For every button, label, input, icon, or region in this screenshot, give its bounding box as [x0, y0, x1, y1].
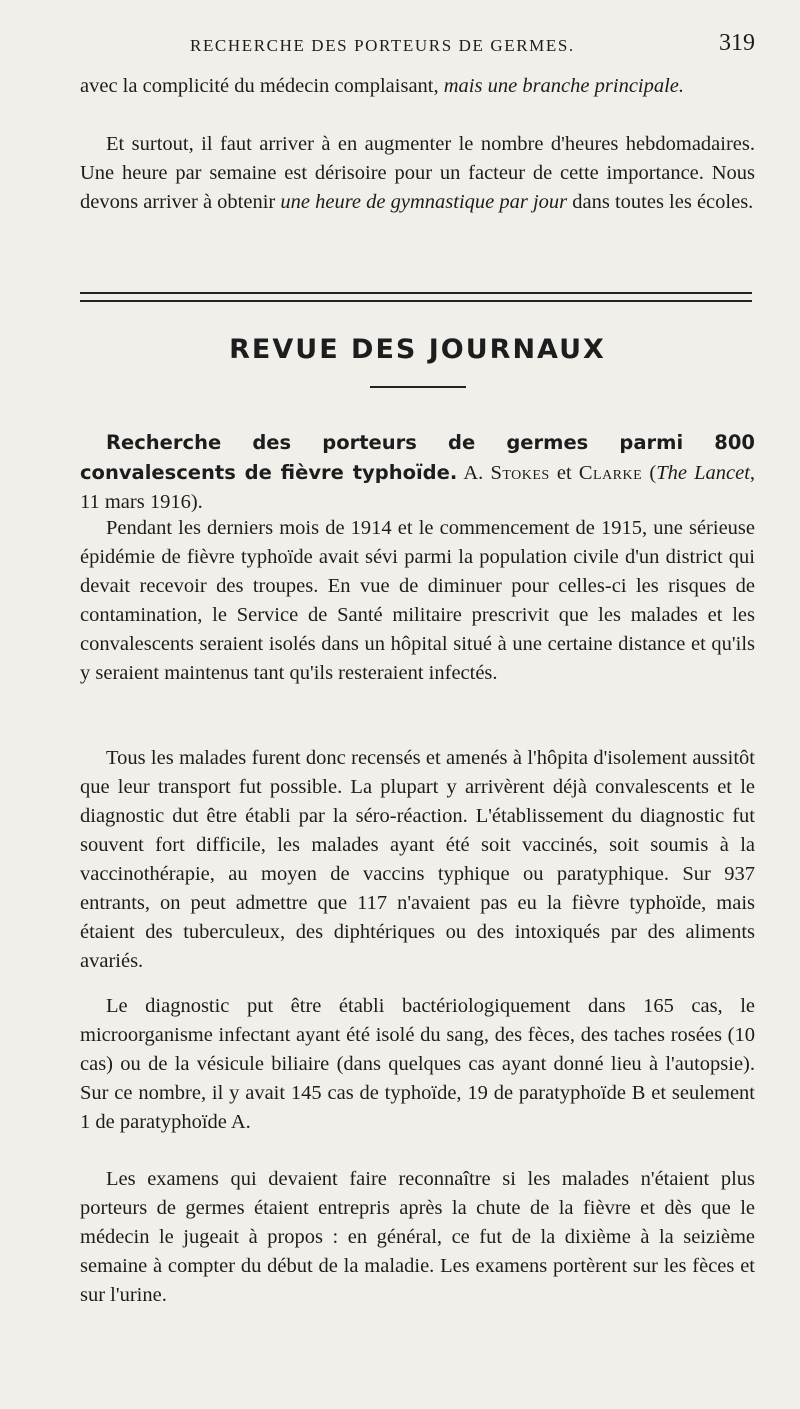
article-paragraph-1 [80, 514, 755, 688]
author-stokes: Stokes [490, 462, 550, 484]
carryover-paragraph-1 [80, 72, 755, 101]
paragraph-text: Les examens qui devaient faire reconnaître si les malades n'étaient plus porteurs de germes étaient entrepris après la chute de la fièvre et dès que le médecin le jugeait à propos : en général, ce fut de la dixième à la seizième semaine à compter du début de la maladie. Les examens portèrent sur les fèces et sur l'urine. [80, 1168, 755, 1306]
carryover-paragraph-2 [80, 130, 755, 217]
section-title: REVUE DES JOURNAUX [229, 334, 606, 365]
carryover-text-after: dans toutes les écoles. [567, 191, 754, 213]
running-head [80, 30, 755, 64]
paragraph-text: Le diagnostic put être établi bactériologiquement dans 165 cas, le microorganisme infectant ayant été isolé du sang, des fèces, des taches rosées (10 cas) ou de la vésicule biliaire (dans quelques cas ayant donné lieu à l'autopsie). Sur ce nombre, il y avait 145 cas de typhoïde, 19 de paratyphoïde B et seulement 1 de paratyphoïde A. [80, 995, 755, 1133]
article-paragraph-4 [80, 1165, 755, 1310]
article-heading [80, 428, 755, 517]
double-rule-divider [80, 292, 752, 302]
paragraph-text: Pendant les derniers mois de 1914 et le commencement de 1915, une sérieuse épidémie de fièvre typhoïde avait sévi parmi la population civile d'un district qui devait recevoir des troupes. En vue de diminuer pour celles-ci les risques de contamination, le Service de Santé militaire prescrivit que les malades et les convalescents seraient isolés dans un hôpital situé à une certaine distance et qu'ils y seraient maintenus tant qu'ils resteraient infectés. [80, 517, 755, 684]
running-title: RECHERCHE DES PORTEURS DE GERMES. [190, 36, 575, 55]
article-title: Recherche des porteurs de germes parmi 800 convalescents de fièvre typhoïde. [80, 431, 755, 484]
carryover-text: avec la complicité du médecin complaisant, [80, 75, 444, 97]
short-rule-divider [370, 386, 466, 388]
article-paragraph-3 [80, 992, 755, 1137]
carryover-text-before: Et surtout, il faut arriver à en augmenter le nombre d'heures hebdomadaires. Une heure par semaine est dérisoire pour un facteur de cette importance. Nous devons arriver à obtenir [80, 133, 755, 213]
source-open: ( [649, 462, 657, 484]
author-clarke: Clarke [578, 462, 643, 484]
author-initial: A. [463, 462, 484, 484]
carryover-italic-phrase: une heure de gymnastique par jour [280, 191, 568, 213]
source-date: , 11 mars 1916). [80, 462, 756, 513]
source-journal: The Lancet [656, 462, 750, 484]
article-paragraph-2 [80, 744, 755, 976]
paragraph-text: Tous les malades furent donc recensés et amenés à l'hôpita d'isolement aussitôt que leur transport fut possible. La plupart y arrivèrent déjà convalescents et le diagnostic dut être établi par la séro-réaction. L'établissement du diagnostic fut souvent fort difficile, les malades ayant été soit vaccinés, soit soumis à la vaccinothérapie, au moyen de vaccins typhique ou paratyphique. Sur 937 entrants, on peut admettre que 117 n'avaient pas eu la fièvre typhoïde, mais étaient des tuberculeux, des diphtériques ou des intoxiqués par des aliments avariés. [80, 747, 755, 972]
author-conjunction: et [556, 462, 572, 484]
page-number: 319 [719, 30, 755, 56]
carryover-italic: mais une branche [443, 75, 590, 97]
carryover-italic-line2: principale. [594, 75, 685, 97]
